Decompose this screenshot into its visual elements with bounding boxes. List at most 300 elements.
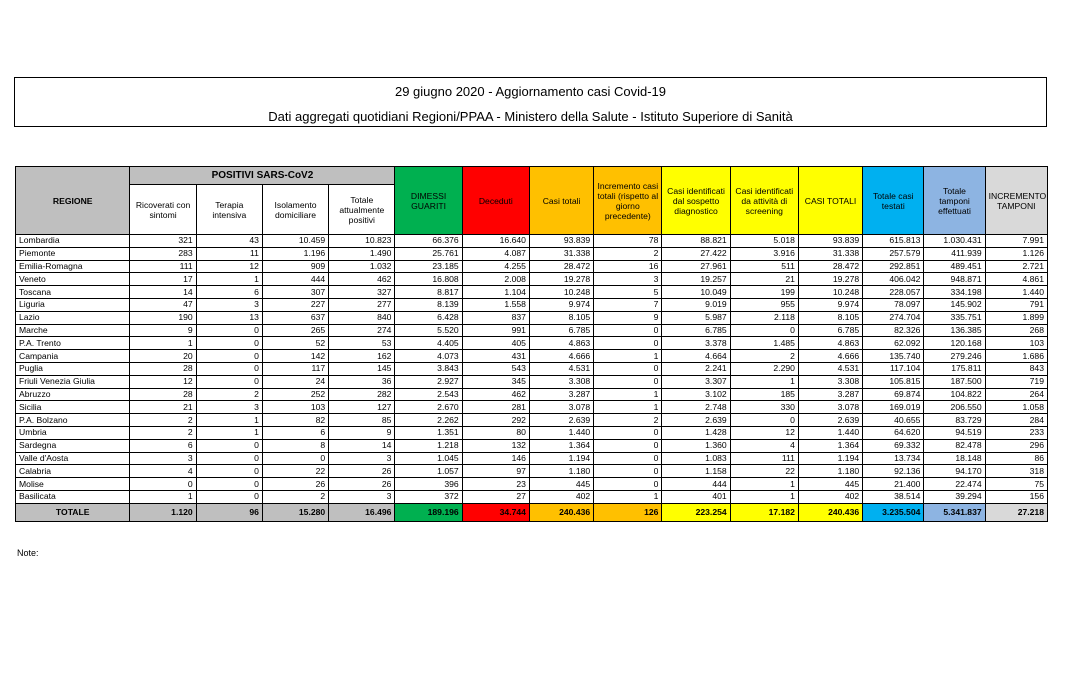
value-cell: 3 <box>196 401 262 414</box>
value-cell: 4.666 <box>798 350 862 363</box>
value-cell: 411.939 <box>924 247 985 260</box>
value-cell: 2.262 <box>395 414 462 427</box>
value-cell: 22.474 <box>924 478 985 491</box>
value-cell: 1 <box>196 273 262 286</box>
value-cell: 0 <box>262 452 328 465</box>
header-terapia: Terapia intensiva <box>196 185 262 235</box>
value-cell: 78 <box>594 235 662 248</box>
value-cell: 13 <box>196 311 262 324</box>
value-cell: 1 <box>594 388 662 401</box>
value-cell: 28.472 <box>798 260 862 273</box>
value-cell: 405 <box>462 337 529 350</box>
table-row <box>16 452 1048 465</box>
value-cell: 1.180 <box>798 465 862 478</box>
value-cell: 2.008 <box>462 273 529 286</box>
value-cell: 3 <box>196 298 262 311</box>
value-cell: 78.097 <box>863 298 924 311</box>
value-cell: 3.308 <box>529 375 593 388</box>
value-cell: 3 <box>329 490 395 503</box>
value-cell: 7 <box>594 298 662 311</box>
value-cell: 4.861 <box>985 273 1047 286</box>
value-cell: 1 <box>130 337 196 350</box>
value-cell: 489.451 <box>924 260 985 273</box>
value-cell: 3.308 <box>798 375 862 388</box>
value-cell: 10.049 <box>662 286 730 299</box>
value-cell: 9.974 <box>529 298 593 311</box>
value-cell: 206.550 <box>924 401 985 414</box>
value-cell: 14 <box>329 439 395 452</box>
header-sospetto: Casi identificati dal sospetto diagnostico <box>662 167 730 235</box>
value-cell: 3.378 <box>662 337 730 350</box>
region-name: Valle d'Aosta <box>16 452 130 465</box>
value-cell: 2.543 <box>395 388 462 401</box>
value-cell: 53 <box>329 337 395 350</box>
value-cell: 21.400 <box>863 478 924 491</box>
page-subtitle: Dati aggregati quotidiani Regioni/PPAA - Ministero della Salute - Istituto Superiore di Sanità <box>268 109 793 124</box>
value-cell: 955 <box>730 298 798 311</box>
value-cell: 43 <box>196 235 262 248</box>
header-dimessi: DIMESSI GUARITI <box>395 167 462 235</box>
value-cell: 0 <box>730 414 798 427</box>
table-body <box>16 235 1048 522</box>
value-cell: 0 <box>196 350 262 363</box>
value-cell: 199 <box>730 286 798 299</box>
value-cell: 1 <box>730 375 798 388</box>
value-cell: 3.102 <box>662 388 730 401</box>
value-cell: 283 <box>130 247 196 260</box>
header-casi-totali-caps: CASI TOTALI <box>798 167 862 235</box>
value-cell: 10.248 <box>529 286 593 299</box>
value-cell: 5.520 <box>395 324 462 337</box>
total-cell: 96 <box>196 503 262 521</box>
total-cell: 126 <box>594 503 662 521</box>
value-cell: 321 <box>130 235 196 248</box>
value-cell: 1.194 <box>798 452 862 465</box>
value-cell: 402 <box>529 490 593 503</box>
total-cell: 189.196 <box>395 503 462 521</box>
value-cell: 637 <box>262 311 328 324</box>
value-cell: 2.118 <box>730 311 798 324</box>
value-cell: 4.666 <box>529 350 593 363</box>
value-cell: 36 <box>329 375 395 388</box>
table-row <box>16 490 1048 503</box>
value-cell: 3.916 <box>730 247 798 260</box>
value-cell: 22 <box>262 465 328 478</box>
value-cell: 3.843 <box>395 362 462 375</box>
value-cell: 6 <box>196 286 262 299</box>
value-cell: 6.428 <box>395 311 462 324</box>
value-cell: 2.721 <box>985 260 1047 273</box>
value-cell: 132 <box>462 439 529 452</box>
value-cell: 28.472 <box>529 260 593 273</box>
value-cell: 40.655 <box>863 414 924 427</box>
value-cell: 28 <box>130 362 196 375</box>
value-cell: 62.092 <box>863 337 924 350</box>
value-cell: 39.294 <box>924 490 985 503</box>
table-row <box>16 426 1048 439</box>
table-row <box>16 235 1048 248</box>
value-cell: 120.168 <box>924 337 985 350</box>
table-row <box>16 414 1048 427</box>
value-cell: 1.440 <box>798 426 862 439</box>
value-cell: 69.874 <box>863 388 924 401</box>
value-cell: 268 <box>985 324 1047 337</box>
value-cell: 22 <box>730 465 798 478</box>
value-cell: 1 <box>594 350 662 363</box>
value-cell: 10.248 <box>798 286 862 299</box>
note-label: Note: <box>17 548 39 558</box>
value-cell: 4.531 <box>529 362 593 375</box>
value-cell: 86 <box>985 452 1047 465</box>
value-cell: 4.863 <box>529 337 593 350</box>
value-cell: 4.255 <box>462 260 529 273</box>
value-cell: 2.639 <box>662 414 730 427</box>
value-cell: 3 <box>594 273 662 286</box>
value-cell: 26 <box>262 478 328 491</box>
value-cell: 69.332 <box>863 439 924 452</box>
value-cell: 227 <box>262 298 328 311</box>
value-cell: 1.490 <box>329 247 395 260</box>
value-cell: 1 <box>196 426 262 439</box>
value-cell: 1.360 <box>662 439 730 452</box>
value-cell: 9.974 <box>798 298 862 311</box>
value-cell: 1 <box>594 401 662 414</box>
value-cell: 169.019 <box>863 401 924 414</box>
table-row <box>16 439 1048 452</box>
value-cell: 1.196 <box>262 247 328 260</box>
value-cell: 127 <box>329 401 395 414</box>
value-cell: 0 <box>594 362 662 375</box>
region-name: Molise <box>16 478 130 491</box>
value-cell: 462 <box>462 388 529 401</box>
header-regione: REGIONE <box>16 167 130 235</box>
table-row <box>16 401 1048 414</box>
table-row <box>16 478 1048 491</box>
value-cell: 13.734 <box>863 452 924 465</box>
covid-table <box>15 166 1048 522</box>
value-cell: 12 <box>130 375 196 388</box>
total-cell: 240.436 <box>798 503 862 521</box>
value-cell: 228.057 <box>863 286 924 299</box>
value-cell: 991 <box>462 324 529 337</box>
value-cell: 1.364 <box>798 439 862 452</box>
value-cell: 80 <box>462 426 529 439</box>
value-cell: 327 <box>329 286 395 299</box>
value-cell: 1.351 <box>395 426 462 439</box>
value-cell: 175.811 <box>924 362 985 375</box>
header-testati: Totale casi testati <box>863 167 924 235</box>
value-cell: 8.817 <box>395 286 462 299</box>
value-cell: 1.126 <box>985 247 1047 260</box>
value-cell: 135.740 <box>863 350 924 363</box>
value-cell: 4 <box>730 439 798 452</box>
total-cell: 1.120 <box>130 503 196 521</box>
value-cell: 445 <box>798 478 862 491</box>
value-cell: 791 <box>985 298 1047 311</box>
value-cell: 28 <box>130 388 196 401</box>
value-cell: 6.785 <box>798 324 862 337</box>
title-box <box>14 77 1047 127</box>
value-cell: 4.405 <box>395 337 462 350</box>
value-cell: 23.185 <box>395 260 462 273</box>
value-cell: 1.440 <box>529 426 593 439</box>
header-positivi-group: POSITIVI SARS-CoV2 <box>130 167 395 185</box>
value-cell: 27 <box>462 490 529 503</box>
value-cell: 840 <box>329 311 395 324</box>
region-name: Toscana <box>16 286 130 299</box>
value-cell: 3.078 <box>798 401 862 414</box>
value-cell: 1 <box>594 490 662 503</box>
value-cell: 9.019 <box>662 298 730 311</box>
value-cell: 5.987 <box>662 311 730 324</box>
value-cell: 4.531 <box>798 362 862 375</box>
value-cell: 0 <box>594 452 662 465</box>
value-cell: 6 <box>130 439 196 452</box>
value-cell: 233 <box>985 426 1047 439</box>
value-cell: 0 <box>196 478 262 491</box>
value-cell: 156 <box>985 490 1047 503</box>
region-name: Lazio <box>16 311 130 324</box>
value-cell: 3.307 <box>662 375 730 388</box>
region-name: Veneto <box>16 273 130 286</box>
value-cell: 401 <box>662 490 730 503</box>
value-cell: 1.194 <box>529 452 593 465</box>
header-ricoverati: Ricoverati con sintomi <box>130 185 196 235</box>
header-tamponi: Totale tamponi effettuati <box>924 167 985 235</box>
header-screening: Casi identificati da attività di screening <box>730 167 798 235</box>
value-cell: 1.428 <box>662 426 730 439</box>
value-cell: 4.664 <box>662 350 730 363</box>
value-cell: 25.761 <box>395 247 462 260</box>
value-cell: 1.032 <box>329 260 395 273</box>
value-cell: 5.018 <box>730 235 798 248</box>
value-cell: 2.639 <box>798 414 862 427</box>
header-totale-positivi: Totale attualmente positivi <box>329 185 395 235</box>
value-cell: 1.083 <box>662 452 730 465</box>
value-cell: 7.991 <box>985 235 1047 248</box>
value-cell: 75 <box>985 478 1047 491</box>
value-cell: 21 <box>130 401 196 414</box>
value-cell: 1.030.431 <box>924 235 985 248</box>
value-cell: 5 <box>594 286 662 299</box>
total-row <box>16 503 1048 521</box>
value-cell: 334.198 <box>924 286 985 299</box>
value-cell: 264 <box>985 388 1047 401</box>
value-cell: 117 <box>262 362 328 375</box>
value-cell: 0 <box>594 426 662 439</box>
value-cell: 277 <box>329 298 395 311</box>
value-cell: 82.478 <box>924 439 985 452</box>
value-cell: 94.170 <box>924 465 985 478</box>
value-cell: 2.290 <box>730 362 798 375</box>
header-incremento-tamponi: INCREMENTO TAMPONI <box>985 167 1047 235</box>
value-cell: 12 <box>730 426 798 439</box>
page-title: 29 giugno 2020 - Aggiornamento casi Covid-19 <box>394 84 666 99</box>
region-name: P.A. Trento <box>16 337 130 350</box>
value-cell: 0 <box>130 478 196 491</box>
value-cell: 3.078 <box>529 401 593 414</box>
value-cell: 92.136 <box>863 465 924 478</box>
table-row <box>16 273 1048 286</box>
value-cell: 8.105 <box>529 311 593 324</box>
value-cell: 1.180 <box>529 465 593 478</box>
value-cell: 103 <box>985 337 1047 350</box>
value-cell: 2.748 <box>662 401 730 414</box>
value-cell: 31.338 <box>798 247 862 260</box>
value-cell: 0 <box>730 324 798 337</box>
table-row <box>16 362 1048 375</box>
region-name: Sardegna <box>16 439 130 452</box>
value-cell: 2 <box>130 426 196 439</box>
value-cell: 52 <box>262 337 328 350</box>
value-cell: 511 <box>730 260 798 273</box>
value-cell: 345 <box>462 375 529 388</box>
value-cell: 837 <box>462 311 529 324</box>
value-cell: 1.558 <box>462 298 529 311</box>
total-cell: 3.235.504 <box>863 503 924 521</box>
total-cell: 15.280 <box>262 503 328 521</box>
value-cell: 0 <box>594 478 662 491</box>
value-cell: 406.042 <box>863 273 924 286</box>
value-cell: 146 <box>462 452 529 465</box>
value-cell: 12 <box>196 260 262 273</box>
value-cell: 104.822 <box>924 388 985 401</box>
value-cell: 88.821 <box>662 235 730 248</box>
value-cell: 1 <box>196 414 262 427</box>
value-cell: 185 <box>730 388 798 401</box>
value-cell: 10.823 <box>329 235 395 248</box>
table-row <box>16 260 1048 273</box>
value-cell: 105.815 <box>863 375 924 388</box>
value-cell: 4.863 <box>798 337 862 350</box>
value-cell: 111 <box>130 260 196 273</box>
value-cell: 66.376 <box>395 235 462 248</box>
value-cell: 20 <box>130 350 196 363</box>
value-cell: 6.785 <box>662 324 730 337</box>
value-cell: 1.057 <box>395 465 462 478</box>
value-cell: 23 <box>462 478 529 491</box>
value-cell: 162 <box>329 350 395 363</box>
value-cell: 909 <box>262 260 328 273</box>
value-cell: 0 <box>196 375 262 388</box>
value-cell: 265 <box>262 324 328 337</box>
value-cell: 257.579 <box>863 247 924 260</box>
value-cell: 190 <box>130 311 196 324</box>
value-cell: 3 <box>130 452 196 465</box>
value-cell: 19.257 <box>662 273 730 286</box>
region-name: Emilia-Romagna <box>16 260 130 273</box>
value-cell: 2.927 <box>395 375 462 388</box>
value-cell: 2 <box>730 350 798 363</box>
value-cell: 1.485 <box>730 337 798 350</box>
value-cell: 3.287 <box>529 388 593 401</box>
value-cell: 4.087 <box>462 247 529 260</box>
value-cell: 307 <box>262 286 328 299</box>
value-cell: 16.808 <box>395 273 462 286</box>
total-cell: 16.496 <box>329 503 395 521</box>
value-cell: 318 <box>985 465 1047 478</box>
value-cell: 11 <box>196 247 262 260</box>
region-name: Calabria <box>16 465 130 478</box>
value-cell: 292.851 <box>863 260 924 273</box>
table-row <box>16 465 1048 478</box>
value-cell: 1.364 <box>529 439 593 452</box>
value-cell: 2.639 <box>529 414 593 427</box>
value-cell: 3.287 <box>798 388 862 401</box>
region-name: Friuli Venezia Giulia <box>16 375 130 388</box>
value-cell: 83.729 <box>924 414 985 427</box>
value-cell: 26 <box>329 478 395 491</box>
value-cell: 330 <box>730 401 798 414</box>
value-cell: 9 <box>329 426 395 439</box>
header-isolamento: Isolamento domiciliare <box>262 185 328 235</box>
value-cell: 1.218 <box>395 439 462 452</box>
value-cell: 26 <box>329 465 395 478</box>
value-cell: 274.704 <box>863 311 924 324</box>
value-cell: 24 <box>262 375 328 388</box>
value-cell: 282 <box>329 388 395 401</box>
value-cell: 372 <box>395 490 462 503</box>
value-cell: 187.500 <box>924 375 985 388</box>
value-cell: 136.385 <box>924 324 985 337</box>
value-cell: 142 <box>262 350 328 363</box>
table-row <box>16 286 1048 299</box>
value-cell: 274 <box>329 324 395 337</box>
value-cell: 615.813 <box>863 235 924 248</box>
value-cell: 1.158 <box>662 465 730 478</box>
value-cell: 2 <box>594 247 662 260</box>
value-cell: 38.514 <box>863 490 924 503</box>
value-cell: 444 <box>662 478 730 491</box>
value-cell: 1.686 <box>985 350 1047 363</box>
region-name: Abruzzo <box>16 388 130 401</box>
total-cell: 5.341.837 <box>924 503 985 521</box>
value-cell: 16 <box>594 260 662 273</box>
value-cell: 402 <box>798 490 862 503</box>
value-cell: 1.104 <box>462 286 529 299</box>
value-cell: 19.278 <box>798 273 862 286</box>
value-cell: 82.326 <box>863 324 924 337</box>
value-cell: 31.338 <box>529 247 593 260</box>
value-cell: 3 <box>329 452 395 465</box>
value-cell: 93.839 <box>798 235 862 248</box>
value-cell: 543 <box>462 362 529 375</box>
value-cell: 17 <box>130 273 196 286</box>
value-cell: 64.620 <box>863 426 924 439</box>
value-cell: 6.785 <box>529 324 593 337</box>
value-cell: 97 <box>462 465 529 478</box>
table-row <box>16 311 1048 324</box>
value-cell: 0 <box>196 362 262 375</box>
total-cell: 223.254 <box>662 503 730 521</box>
header-deceduti: Deceduti <box>462 167 529 235</box>
value-cell: 0 <box>196 337 262 350</box>
total-cell: 34.744 <box>462 503 529 521</box>
table-row <box>16 247 1048 260</box>
table-row <box>16 324 1048 337</box>
value-cell: 117.104 <box>863 362 924 375</box>
region-name: Liguria <box>16 298 130 311</box>
value-cell: 335.751 <box>924 311 985 324</box>
value-cell: 94.519 <box>924 426 985 439</box>
value-cell: 2 <box>262 490 328 503</box>
value-cell: 296 <box>985 439 1047 452</box>
value-cell: 0 <box>594 439 662 452</box>
value-cell: 111 <box>730 452 798 465</box>
value-cell: 281 <box>462 401 529 414</box>
value-cell: 948.871 <box>924 273 985 286</box>
value-cell: 1.045 <box>395 452 462 465</box>
